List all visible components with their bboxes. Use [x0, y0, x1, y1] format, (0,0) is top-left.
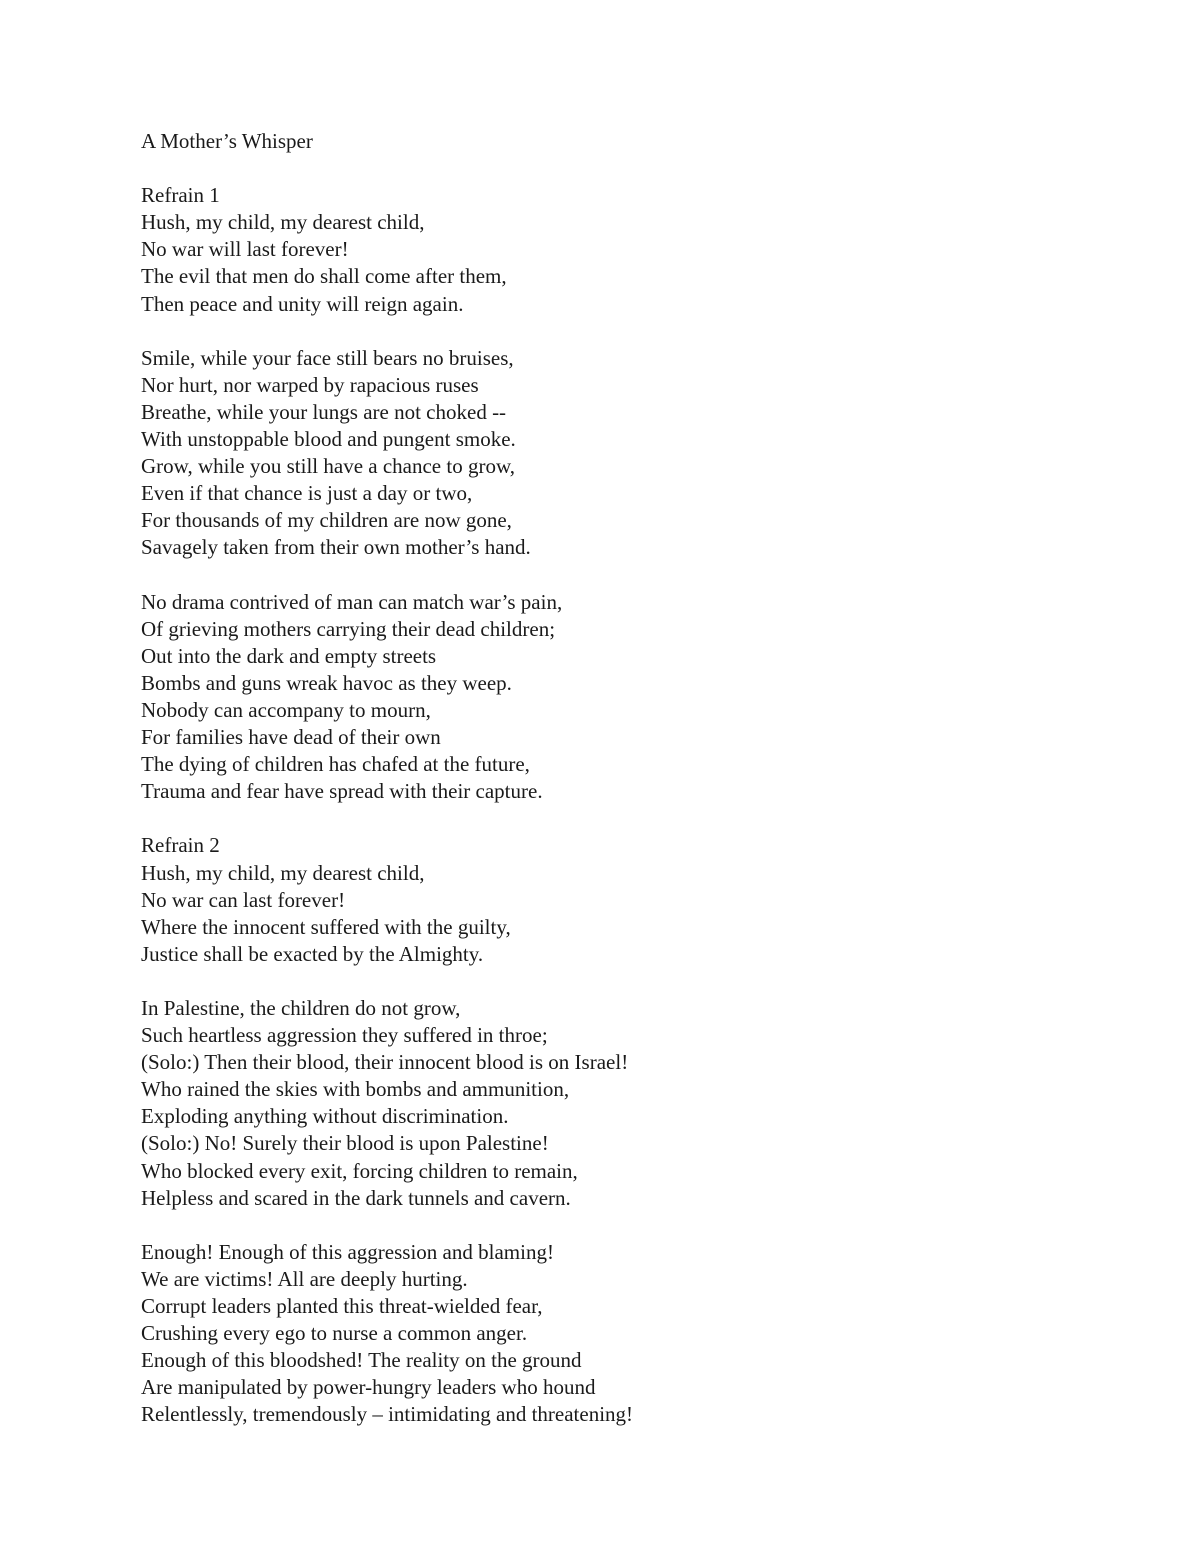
poem-line: Smile, while your face still bears no bruises,: [141, 345, 514, 370]
poem-line: Enough of this bloodshed! The reality on the ground: [141, 1348, 582, 1373]
poem-line: No drama contrived of man can match war’s pain,: [141, 589, 563, 614]
poem-line: No war will last forever!: [141, 237, 349, 262]
poem-line: Out into the dark and empty streets: [141, 643, 437, 668]
poem-line: Breathe, while your lungs are not choked --: [141, 399, 507, 424]
poem-line: With unstoppable blood and pungent smoke.: [141, 427, 516, 452]
poem-line: The evil that men do shall come after them,: [141, 264, 507, 289]
poem-line: Savagely taken from their own mother’s hand.: [141, 535, 531, 560]
stanza: [141, 1239, 1141, 1429]
poem-line: Who rained the skies with bombs and ammunition,: [141, 1077, 570, 1102]
poem-line: Nor hurt, nor warped by rapacious ruses: [141, 372, 479, 397]
poem-line: For families have dead of their own: [141, 725, 441, 750]
stanza: [141, 589, 1141, 806]
poem-line: (Solo:) No! Surely their blood is upon Palestine!: [141, 1131, 549, 1156]
poem-line: Hush, my child, my dearest child,: [141, 860, 425, 885]
stanza: [141, 995, 1141, 1212]
poem-line: (Solo:) Then their blood, their innocent blood is on Israel!: [141, 1050, 629, 1075]
poem-line: Grow, while you still have a chance to grow,: [141, 454, 516, 479]
poem-line: Are manipulated by power-hungry leaders who hound: [141, 1375, 596, 1400]
poem-line: Then peace and unity will reign again.: [141, 291, 464, 316]
stanza-list: [141, 182, 1141, 1428]
poem-line: Helpless and scared in the dark tunnels and cavern.: [141, 1185, 571, 1210]
poem-line: Where the innocent suffered with the guilty,: [141, 914, 511, 939]
poem-line: Even if that chance is just a day or two,: [141, 481, 473, 506]
stanza: [141, 832, 1141, 967]
poem-line: Hush, my child, my dearest child,: [141, 210, 425, 235]
poem-line: Exploding anything without discrimination.: [141, 1104, 509, 1129]
poem-line: Corrupt leaders planted this threat-wielded fear,: [141, 1294, 543, 1319]
poem-line: We are victims! All are deeply hurting.: [141, 1266, 468, 1291]
poem-line: In Palestine, the children do not grow,: [141, 996, 461, 1020]
poem-title: A Mother’s Whisper: [141, 129, 313, 153]
poem-line: Refrain 1: [141, 183, 220, 208]
poem-line: Of grieving mothers carrying their dead children;: [141, 616, 556, 641]
stanza: [141, 345, 1141, 562]
poem-line: Justice shall be exacted by the Almighty.: [141, 941, 484, 966]
poem-line: Enough! Enough of this aggression and blaming!: [141, 1239, 554, 1264]
poem-line: Refrain 2: [141, 833, 220, 858]
poem-line: For thousands of my children are now gone,: [141, 508, 512, 533]
poem-line: No war can last forever!: [141, 887, 346, 912]
poem-line: Relentlessly, tremendously – intimidating and threatening!: [141, 1402, 634, 1427]
poem-line: Crushing every ego to nurse a common anger.: [141, 1321, 528, 1346]
stanza: [141, 182, 1141, 317]
poem-body: [141, 128, 1141, 1429]
poem-line: Such heartless aggression they suffered in throe;: [141, 1023, 548, 1048]
poem-line: Nobody can accompany to mourn,: [141, 697, 431, 722]
poem-line: Trauma and fear have spread with their capture.: [141, 779, 543, 804]
poem-line: Bombs and guns wreak havoc as they weep.: [141, 670, 512, 695]
poem-line: The dying of children has chafed at the future,: [141, 752, 530, 777]
poem-line: Who blocked every exit, forcing children to remain,: [141, 1158, 578, 1183]
